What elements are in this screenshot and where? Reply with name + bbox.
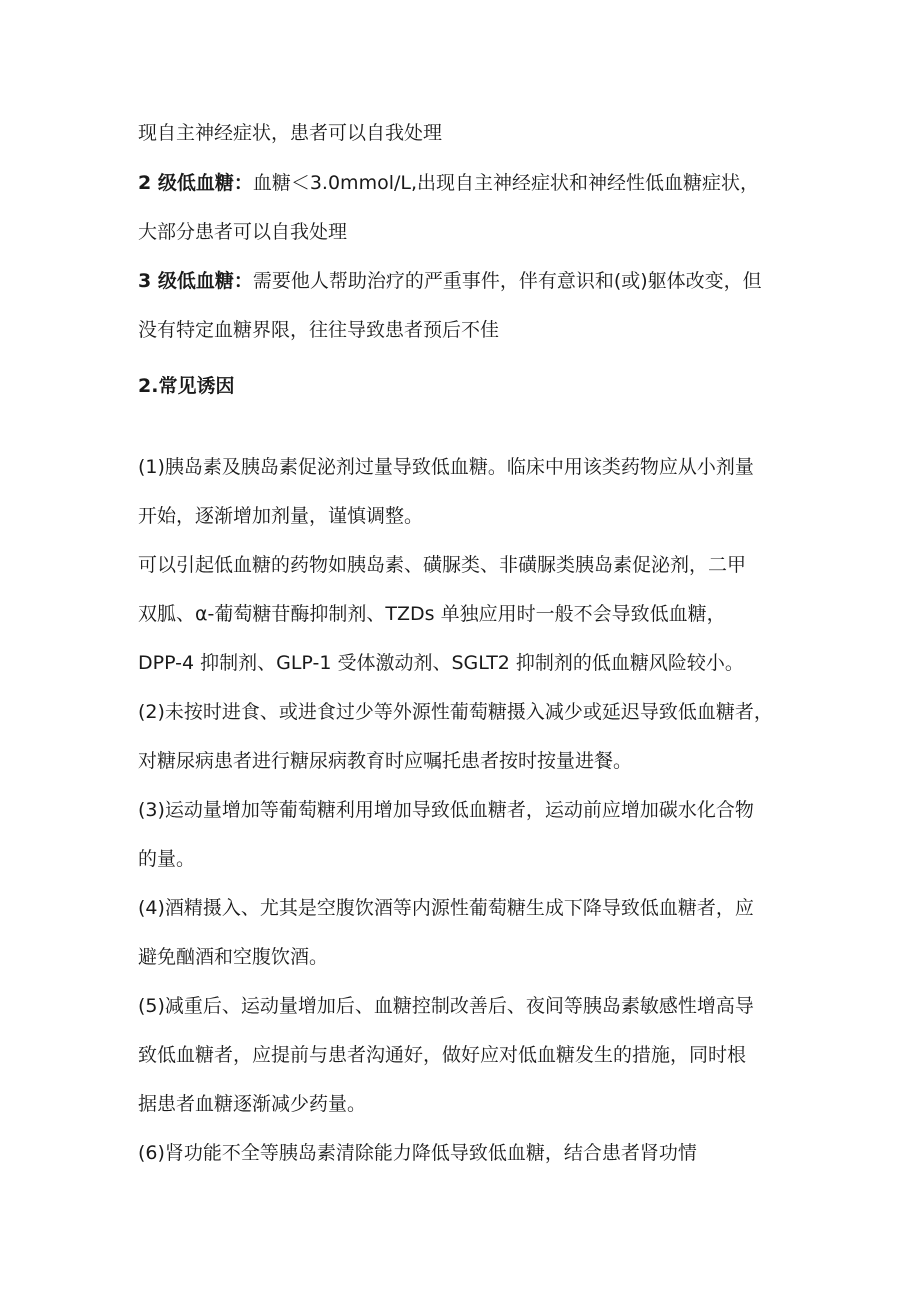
line-text: 对糖尿病患者进行糖尿病教育时应嘱托患者按时按量进餐。 (138, 750, 633, 772)
heading-text: 2.常见诱因 (138, 375, 235, 397)
line-text: 开始，逐渐增加剂量，谨慎调整。 (138, 505, 424, 527)
level-2-label: 2 级低血糖： (138, 172, 253, 194)
line-text: 可以引起低血糖的药物如胰岛素、磺脲类、非磺脲类胰岛素促泌剂，二甲 (138, 554, 747, 576)
paragraph-line (138, 217, 818, 247)
paragraph-line (138, 550, 818, 580)
paragraph-line (138, 648, 818, 678)
line-text: 致低血糖者，应提前与患者沟通好，做好应对低血糖发生的措施，同时根 (138, 1044, 747, 1066)
line-text: 的量。 (138, 848, 196, 870)
paragraph-line (138, 1089, 818, 1119)
line-text: (6)肾功能不全等胰岛素清除能力降低导致低血糖，结合患者肾功情 (138, 1142, 697, 1164)
line-text: 没有特定血糖界限，往往导致患者预后不佳 (138, 319, 500, 341)
line-text: 双胍、α-葡萄糖苷酶抑制剂、TZDs 单独应用时一般不会导致低血糖， (138, 603, 726, 625)
paragraph-line (138, 599, 818, 629)
level-3-label: 3 级低血糖： (138, 270, 253, 292)
paragraph-line (138, 893, 818, 923)
line-text: (3)运动量增加等葡萄糖利用增加导致低血糖者，运动前应增加碳水化合物 (138, 799, 754, 821)
line-text: 大部分患者可以自我处理 (138, 221, 348, 243)
line-text: (4)酒精摄入、尤其是空腹饮酒等内源性葡萄糖生成下降导致低血糖者，应 (138, 897, 754, 919)
section-heading (138, 371, 818, 401)
line-text: 现自主神经症状，患者可以自我处理 (138, 122, 443, 144)
line-text: 据患者血糖逐渐减少药量。 (138, 1093, 367, 1115)
paragraph-line (138, 942, 818, 972)
line-text: (1)胰岛素及胰岛素促泌剂过量导致低血糖。临床中用该类药物应从小剂量 (138, 456, 754, 478)
paragraph-line (138, 746, 818, 776)
line-text: (2)未按时进食、或进食过少等外源性葡萄糖摄入减少或延迟导致低血糖者， (138, 701, 773, 723)
paragraph-line (138, 991, 818, 1021)
paragraph-line (138, 697, 818, 727)
line-text: 避免酗酒和空腹饮酒。 (138, 946, 329, 968)
paragraph-line (138, 795, 818, 825)
paragraph-line (138, 452, 818, 482)
paragraph-line (138, 844, 818, 874)
paragraph-line (138, 1138, 818, 1168)
line-text: 血糖＜3.0mmol/L,出现自主神经症状和神经性低血糖症状， (252, 172, 760, 194)
line-text: DPP-4 抑制剂、GLP-1 受体激动剂、SGLT2 抑制剂的低血糖风险较小。 (138, 652, 744, 674)
paragraph-line (138, 1040, 818, 1070)
paragraph-line (138, 266, 818, 296)
paragraph-line (138, 501, 818, 531)
paragraph-line (138, 168, 818, 198)
paragraph-line (138, 118, 818, 148)
line-text: 需要他人帮助治疗的严重事件，伴有意识和(或)躯体改变，但 (252, 270, 762, 292)
line-text: (5)减重后、运动量增加后、血糖控制改善后、夜间等胰岛素敏感性增高导 (138, 995, 754, 1017)
paragraph-line (138, 315, 818, 345)
